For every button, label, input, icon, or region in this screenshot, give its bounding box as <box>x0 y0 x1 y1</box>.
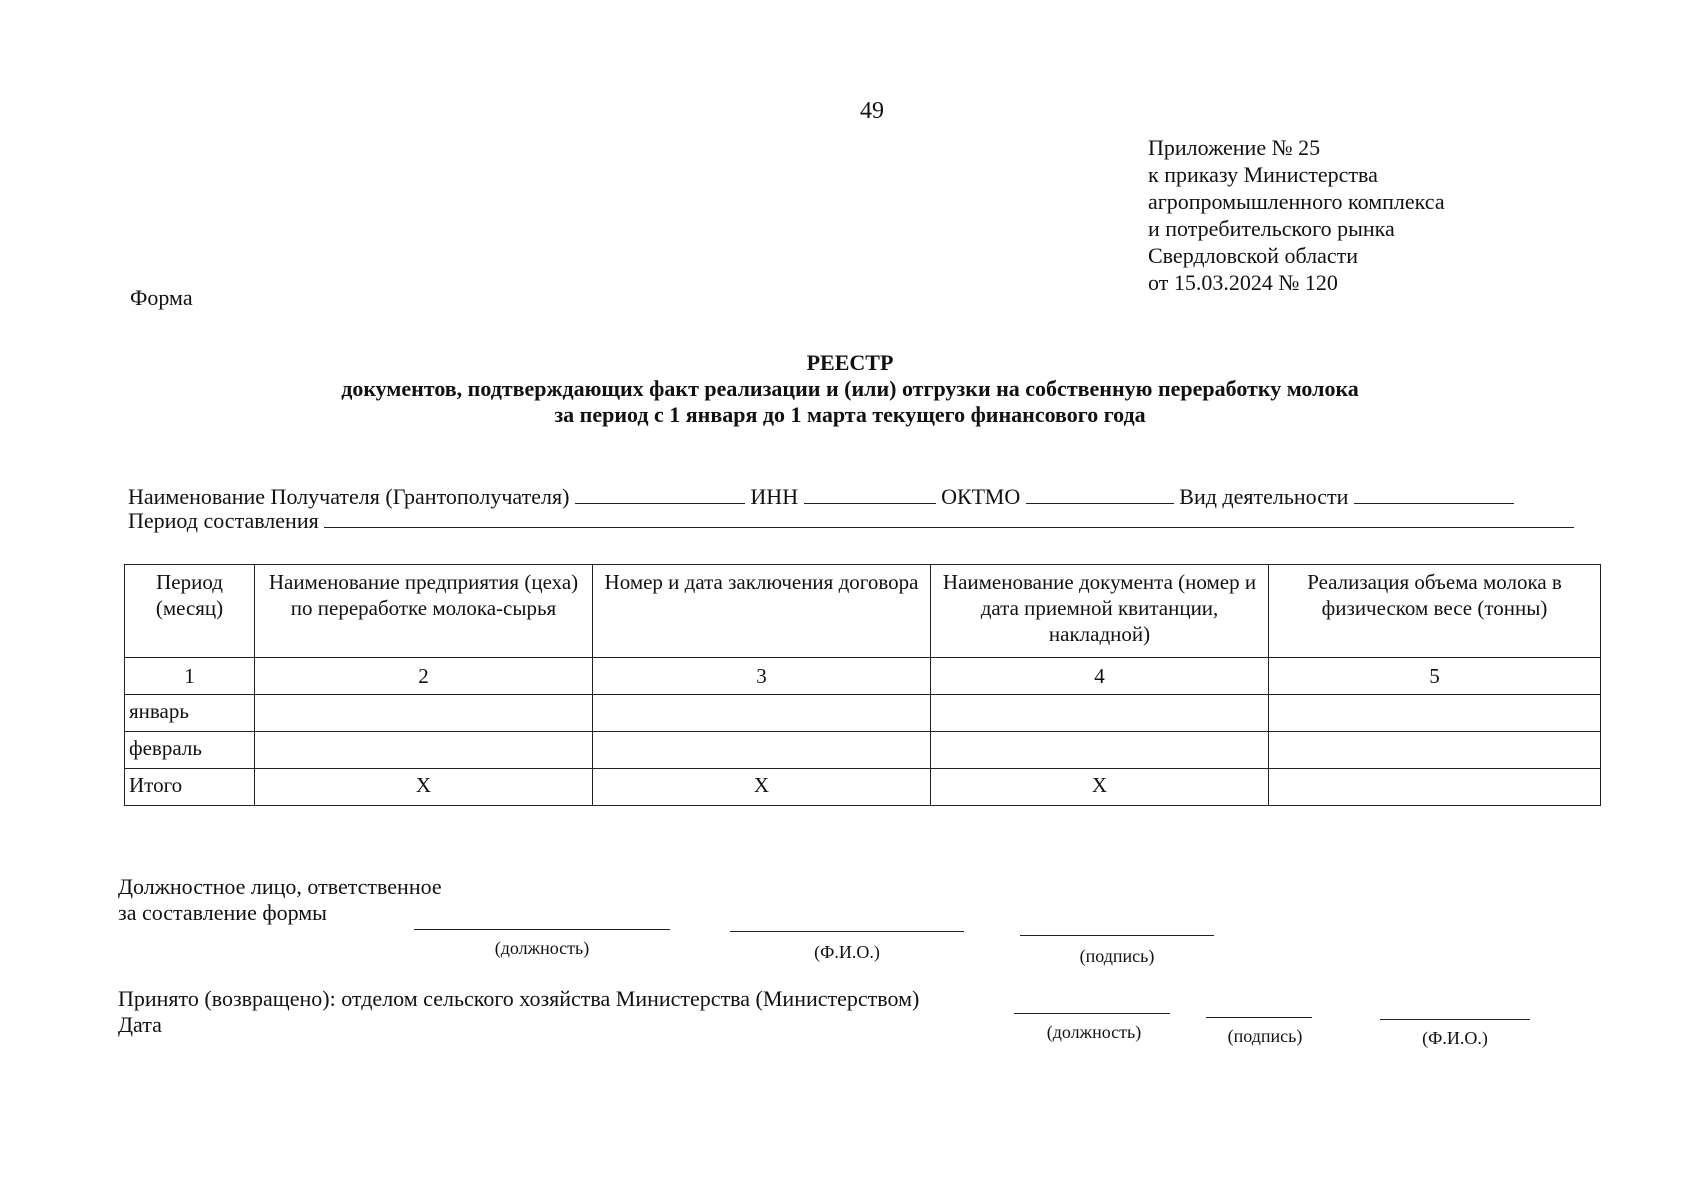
table-cell <box>1269 732 1601 769</box>
recipient-fields-row <box>128 484 1514 510</box>
table-cell: Х <box>931 769 1269 806</box>
inn-label: ИНН <box>750 484 799 509</box>
table-cell <box>255 695 593 732</box>
table-row <box>125 695 1601 732</box>
registry-table <box>124 564 1601 806</box>
appendix-line: агропромышленного комплекса <box>1148 189 1445 214</box>
column-number: 2 <box>255 658 593 695</box>
total-label-cell: Итого <box>125 769 255 806</box>
table-cell <box>931 732 1269 769</box>
table-cell <box>1269 695 1601 732</box>
period-label: Период составления <box>128 508 319 533</box>
title-line: за период с 1 января до 1 марта текущего финансового года <box>554 402 1146 427</box>
oktmo-blank <box>1026 485 1174 504</box>
responsible-line: Должностное лицо, ответственное <box>118 874 442 899</box>
responsible-block <box>118 874 442 926</box>
table-total-row <box>125 769 1601 806</box>
appendix-line: и потребительского рынка <box>1148 216 1395 241</box>
title-heading: РЕЕСТР <box>806 350 894 375</box>
column-number: 5 <box>1269 658 1601 695</box>
table-cell <box>593 732 931 769</box>
activity-label: Вид деятельности <box>1179 484 1349 509</box>
accepted-block <box>118 986 919 1038</box>
signature-caption: (подпись) <box>1079 946 1155 966</box>
name-signature-line <box>730 930 964 932</box>
accepted-name-line <box>1380 1018 1530 1020</box>
period-blank <box>324 509 1574 528</box>
date-label: Дата <box>118 1012 162 1037</box>
table-row <box>125 732 1601 769</box>
column-number-row <box>125 658 1601 695</box>
appendix-line: Приложение № 25 <box>1148 135 1321 160</box>
header-volume: Реализация объема молока в физическом весе (тонны) <box>1269 565 1601 658</box>
month-cell: январь <box>125 695 255 732</box>
table-cell <box>255 732 593 769</box>
table-cell: Х <box>255 769 593 806</box>
inn-blank <box>804 485 936 504</box>
accepted-name-caption: (Ф.И.О.) <box>1422 1028 1488 1048</box>
column-number: 1 <box>125 658 255 695</box>
header-document: Наименование документа (номер и дата приемной квитанции, накладной) <box>931 565 1269 658</box>
title-line: документов, подтверждающих факт реализации и (или) отгрузки на собственную переработку молока <box>341 376 1359 401</box>
page-number: 49 <box>860 98 884 124</box>
responsible-line: за составление формы <box>118 900 327 925</box>
table-cell <box>1269 769 1601 806</box>
recipient-label: Наименование Получателя (Грантополучателя) <box>128 484 570 509</box>
appendix-block <box>1148 134 1445 296</box>
table-cell: Х <box>593 769 931 806</box>
form-label: Форма <box>130 285 193 310</box>
accepted-signature-caption: (подпись) <box>1227 1026 1303 1046</box>
accepted-signature-line <box>1206 1016 1312 1018</box>
activity-blank <box>1354 485 1514 504</box>
document-title <box>270 350 1430 428</box>
table-header-row <box>125 565 1601 658</box>
table-cell <box>593 695 931 732</box>
appendix-line: от 15.03.2024 № 120 <box>1148 270 1338 295</box>
column-number: 3 <box>593 658 931 695</box>
name-caption: (Ф.И.О.) <box>814 942 880 962</box>
header-contract: Номер и дата заключения договора <box>593 565 931 658</box>
accepted-line: Принято (возвращено): отделом сельского хозяйства Министерства (Министерством) <box>118 986 920 1011</box>
accepted-position-caption: (должность) <box>1046 1022 1142 1042</box>
oktmo-label: ОКТМО <box>941 484 1021 509</box>
signature-line <box>1020 934 1214 936</box>
table-cell <box>931 695 1269 732</box>
header-enterprise: Наименование предприятия (цеха) по переработке молока-сырья <box>255 565 593 658</box>
appendix-line: Свердловской области <box>1148 243 1358 268</box>
column-number: 4 <box>931 658 1269 695</box>
month-cell: февраль <box>125 732 255 769</box>
position-signature-line <box>414 928 670 930</box>
recipient-blank <box>575 485 745 504</box>
accepted-position-line <box>1014 1012 1170 1014</box>
header-period: Период (месяц) <box>125 565 255 658</box>
position-caption: (должность) <box>494 938 590 958</box>
appendix-line: к приказу Министерства <box>1148 162 1378 187</box>
period-field-row <box>128 508 1574 534</box>
